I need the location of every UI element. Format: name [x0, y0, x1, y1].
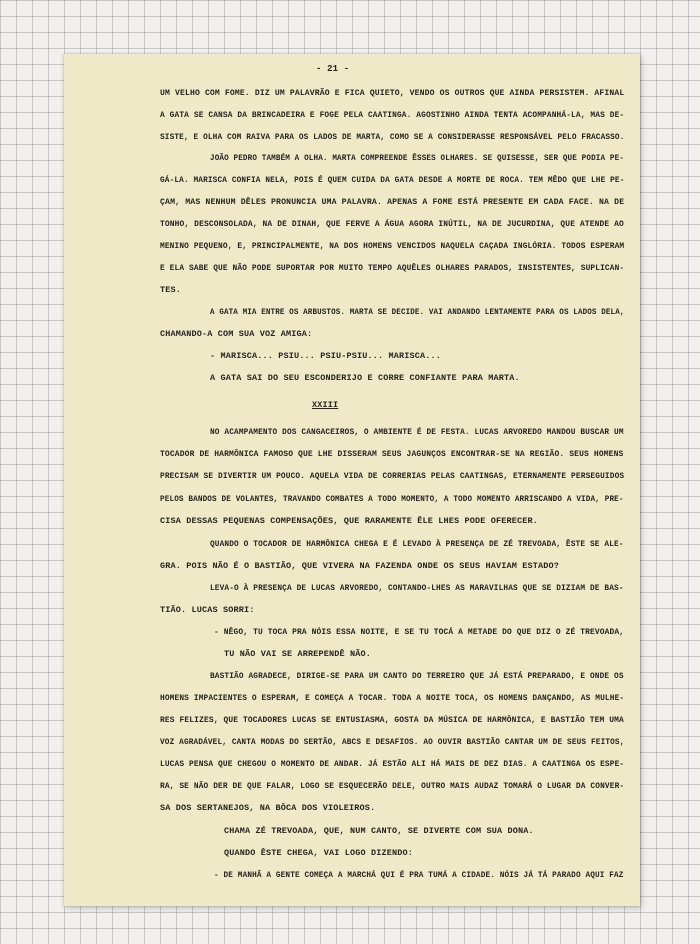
text-line: A GATA SAI DO SEU ESCONDERIJO E CORRE CONFIANTE PARA MARTA. [210, 373, 520, 383]
text-line: UM VELHO COM FOME. DIZ UM PALAVRÃO E FICA QUIETO, VENDO OS OUTROS QUE AINDA PERSISTEM. AFINAL [160, 88, 625, 98]
text-line: VOZ AGRADÁVEL, CANTA MODAS DO SERTÃO, ABCS E DESAFIOS. AO OUVIR BASTIÃO CANTAR UM DE SEUS FEITOS, [160, 737, 625, 747]
text-line: CISA DESSAS PEQUENAS COMPENSAÇÕES, QUE RARAMENTE ÊLE LHES PODE OFERECER. [160, 516, 539, 526]
text-line: RES FELIZES, QUE TOCADORES LUCAS SE ENTUSIASMA, GOSTA DA MÚSICA DE HARMÔNICA, E BASTIÃO TEM UMA [160, 715, 624, 725]
text-line: NO ACAMPAMENTO DOS CANGACEIROS, O AMBIENTE É DE FESTA. LUCAS ARVOREDO MANDOU BUSCAR UM [210, 427, 624, 437]
text-line: TONHO, DESCONSOLADA, NA DE DINAH, QUE FERVE A ÁGUA AGORA INÚTIL, NA DE JUCURDINA, QUE ATENDE AO [160, 219, 624, 229]
text-line: LUCAS PENSA QUE CHEGOU O MOMENTO DE ANDAR. JÁ ESTÃO ALI HÁ MAIS DE DEZ DIAS. A CAATINGA OS ESPE- [160, 759, 625, 769]
text-line: PRECISAM SE DIVERTIR UM POUCO. AQUELA VIDA DE CORRERIAS PELAS CAATINGAS, ETERNAMENTE PERSEGUIDOS [160, 471, 625, 481]
text-line: - MARISCA... PSIU... PSIU-PSIU... MARISCA... [210, 351, 442, 361]
text-line: CHAMANDO-A COM SUA VOZ AMIGA: [160, 329, 313, 339]
text-line: LEVA-O À PRESENÇA DE LUCAS ARVOREDO, CONTANDO-LHES AS MARAVILHAS QUE SE DIZIAM DE BAS- [210, 583, 624, 593]
text-line: GÁ-LA. MARISCA CONFIA NELA, POIS É QUEM CUIDA DA GATA DESDE A MORTE DE ROCA. TEM MÊDO QUE LHE PE- [160, 175, 625, 185]
section-heading: XXIII [312, 400, 339, 410]
text-line: E ELA SABE QUE NÃO PODE SUPORTAR POR MUITO TEMPO AQUÊLES OLHARES PARADOS, INSISTENTES, SUPLICAN- [160, 263, 625, 273]
text-line: - NÊGO, TU TOCA PRA NÓIS ESSA NOITE, E SE TU TOCÁ A METADE DO QUE DIZ O ZÉ TREVOADA, [214, 627, 625, 637]
text-line: TU NÃO VAI SE ARREPENDÊ NÃO. [224, 649, 372, 659]
text-line: BASTIÃO AGRADECE, DIRIGE-SE PARA UM CANTO DO TERREIRO QUE JÁ ESTÁ PREPARADO, E ONDE OS [210, 671, 624, 681]
text-line: SISTE, E OLHA COM RAIVA PARA OS LADOS DE MARTA, COMO SE A CONSIDERASSE RESPONSÁVEL PELO FRACASSO. [160, 132, 625, 142]
text-line: JOÃO PEDRO TAMBÉM A OLHA. MARTA COMPREENDE ÊSSES OLHARES. SE QUISESSE, SER QUE PODIA PE- [210, 153, 625, 163]
typewritten-page [64, 54, 640, 906]
text-line: A GATA SE CANSA DA BRINCADEIRA E FOGE PELA CAATINGA. AGOSTINHO AINDA TENTA ACOMPANHÁ-LA, MAS DE- [160, 110, 625, 120]
text-line: TOCADOR DE HARMÔNICA FAMOSO QUE LHE DISSERAM SEUS JAGUNÇOS ENCONTRAR-SE NA REGIÃO. SEUS HOMENS [160, 449, 624, 459]
text-line: QUANDO O TOCADOR DE HARMÔNICA CHEGA E É LEVADO À PRESENÇA DE ZÉ TREVOADA, ÊSTE SE ALE- [210, 539, 624, 549]
text-line: CHAMA ZÉ TREVOADA, QUE, NUM CANTO, SE DIVERTE COM SUA DONA. [224, 826, 534, 836]
text-line: TES. [160, 285, 182, 295]
text-line: GRA. POIS NÃO É O BASTIÃO, QUE VIVERA NA FAZENDA ONDE OS SEUS HAVIAM ESTADO? [160, 561, 560, 571]
page-number: - 21 - [316, 64, 350, 74]
text-line: PELOS BANDOS DE VOLANTES, TRAVANDO COMBATES A TODO MOMENTO, A TODO MOMENTO ARRISCANDO A VIDA, PRE- [160, 494, 624, 504]
text-line: A GATA MIA ENTRE OS ARBUSTOS. MARTA SE DECIDE. VAI ANDANDO LENTAMENTE PARA OS LADOS DELA, [210, 307, 625, 317]
text-line: SA DOS SERTANEJOS, NA BÔCA DOS VIOLEIROS. [160, 803, 376, 813]
text-line: QUANDO ÊSTE CHEGA, VAI LOGO DIZENDO: [224, 848, 414, 858]
text-line: HOMENS IMPACIENTES O ESPERAM, E COMEÇA A TOCAR. TODA A NOITE TOCA, OS HOMENS DANÇANDO, AS MULHE- [160, 693, 625, 703]
text-line: TIÃO. LUCAS SORRI: [160, 605, 255, 615]
text-line: RA, SE NÃO DER DE QUE FALAR, LOGO SE ESQUECERÃO DELE, OUTRO MAIS AUDAZ TOMARÁ O LUGAR DA CONVER- [160, 781, 625, 791]
text-line: MENINO PEQUENO, E, PRINCIPALMENTE, NA DOS HOMENS VENCIDOS NAQUELA CAÇADA INGLÓRIA. TODOS ESPERAM [160, 241, 625, 251]
text-line: ÇAM, MAS NENHUM DÊLES PRONUNCIA UMA PALAVRA. APENAS A FOME ESTÁ PRESENTE EM CADA FACE. NA DE [160, 197, 625, 207]
text-line: - DE MANHÃ A GENTE COMEÇA A MARCHÁ QUI É PRA TUMÁ A CIDADE. NÓIS JÁ TÁ PARADO AQUI FAZ [214, 870, 624, 880]
